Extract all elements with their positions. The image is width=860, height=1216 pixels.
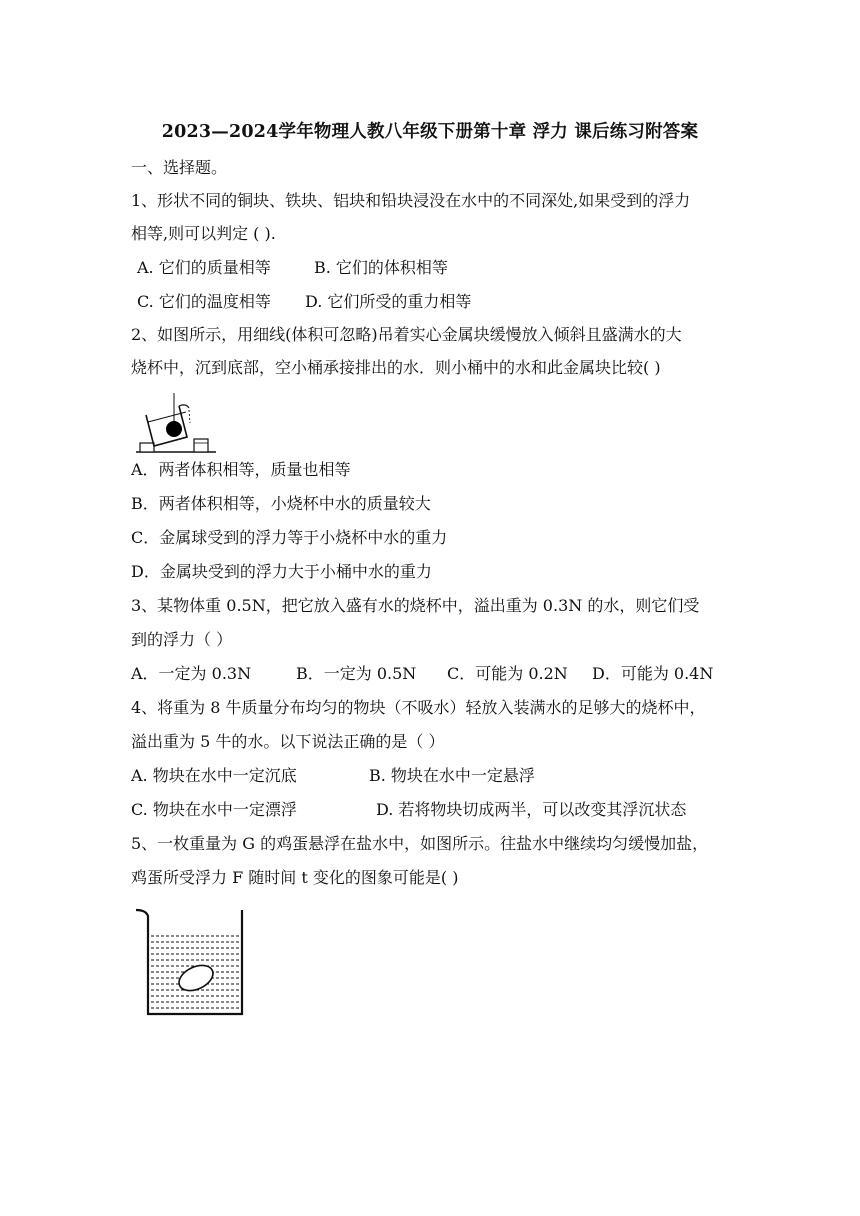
q5-stem-line-2: 鸡蛋所受浮力 F 随时间 t 变化的图象可能是( ) <box>131 868 459 887</box>
q2-option-a: A．两者体积相等，质量也相等 <box>131 460 351 479</box>
beaker-egg-figure <box>132 906 248 1020</box>
tilted-beaker-figure <box>134 393 218 455</box>
q4-option-c: C. 物块在水中一定漂浮 <box>131 800 297 819</box>
q3-stem-line-2: 到的浮力（ ） <box>131 630 233 649</box>
q3-option-c: C．可能为 0.2N <box>447 664 568 683</box>
q2-option-c: C．金属球受到的浮力等于小烧杯中水的重力 <box>131 528 448 547</box>
q1-stem-line-1: 1、形状不同的铜块、铁块、铝块和铅块浸没在水中的不同深处,如果受到的浮力 <box>131 191 691 210</box>
q4-option-d: D. 若将物块切成两半，可以改变其浮沉状态 <box>376 800 687 819</box>
q4-stem-line-1: 4、将重为 8 牛质量分布均匀的物块（不吸水）轻放入装满水的足够大的烧杯中， <box>131 698 706 717</box>
q2-stem-line-2: 烧杯中，沉到底部，空小桶承接排出的水．则小桶中的水和此金属块比较( ) <box>131 358 661 377</box>
q3-stem-line-1: 3、某物体重 0.5N，把它放入盛有水的烧杯中，溢出重为 0.3N 的水，则它们受 <box>131 596 700 615</box>
q4-stem-line-2: 溢出重为 5 牛的水。以下说法正确的是（ ） <box>131 732 445 751</box>
q5-stem-line-1: 5、一枚重量为 G 的鸡蛋悬浮在盐水中，如图所示。往盐水中继续均匀缓慢加盐， <box>131 834 709 853</box>
q4-option-a: A. 物块在水中一定沉底 <box>131 766 297 785</box>
document-title: 2023—2024学年物理人教八年级下册第十章 浮力 课后练习附答案 <box>161 122 699 142</box>
q2-stem-line-1: 2、如图所示，用细线(体积可忽略)吊着实心金属块缓慢放入倾斜且盛满水的大 <box>131 325 682 344</box>
q1-option-d: D. 它们所受的重力相等 <box>305 292 472 311</box>
q1-option-c: C. 它们的温度相等 <box>137 292 271 311</box>
q1-option-b: B. 它们的体积相等 <box>314 258 448 277</box>
q2-option-d: D．金属块受到的浮力大于小桶中水的重力 <box>131 562 432 581</box>
q3-option-d: D．可能为 0.4N <box>592 664 714 683</box>
section-heading: 一、选择题。 <box>131 158 228 177</box>
q3-option-b: B．一定为 0.5N <box>296 664 417 683</box>
q1-option-a: A. 它们的质量相等 <box>137 258 271 277</box>
q4-option-b: B. 物块在水中一定悬浮 <box>369 766 535 785</box>
q1-stem-line-2: 相等,则可以判定 ( ). <box>131 224 276 243</box>
q3-option-a: A．一定为 0.3N <box>131 664 252 683</box>
q2-option-b: B．两者体积相等，小烧杯中水的质量较大 <box>131 494 431 513</box>
